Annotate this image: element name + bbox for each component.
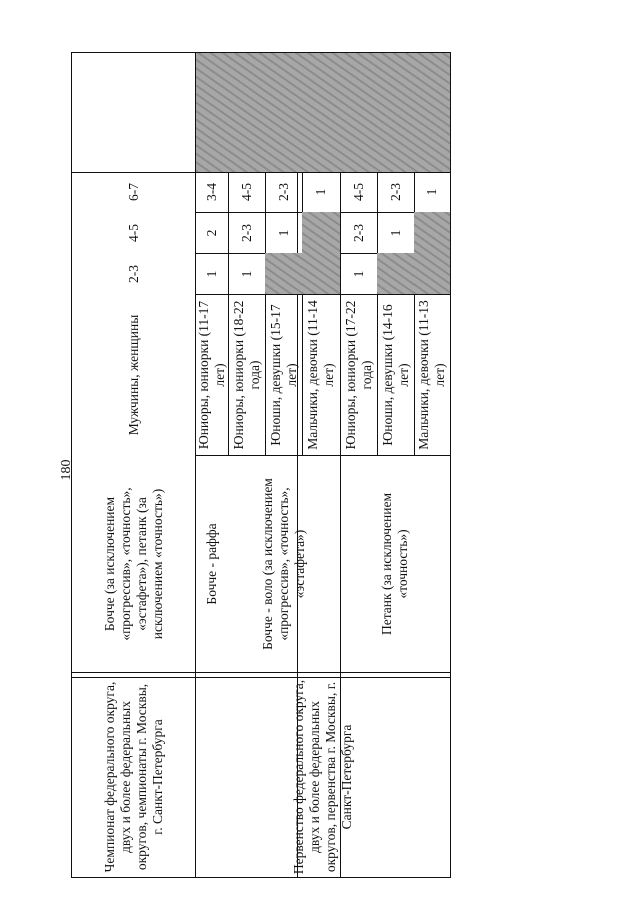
value-cell: 1 xyxy=(350,270,366,277)
competition-cell: Чемпионат федерального округа, двух и более федеральных округов, чемпионаты г. Москвы, г. Санкт-Петербурга xyxy=(101,681,165,873)
shaded-cell xyxy=(414,212,450,294)
discipline-cell: Петанк (за исключением «точность») xyxy=(379,492,410,635)
group-cell: Мальчики, девочки (11-13 лет) xyxy=(416,299,447,450)
group-cell: Юниоры, юниорки (17-22 года) xyxy=(342,300,374,449)
group-cell: Мальчики, девочки (11-14 лет) xyxy=(305,299,336,450)
value-cell: 6-7 xyxy=(125,183,141,201)
shaded-cell xyxy=(265,253,302,294)
row-sep xyxy=(71,672,451,673)
value-cell: 1 xyxy=(204,270,219,277)
value-cell: 1 xyxy=(313,188,328,196)
value-cell: 4-5 xyxy=(125,223,141,242)
value-cell: 2-3 xyxy=(275,183,291,201)
value-cell: 2-3 xyxy=(387,183,403,201)
shaded-cell xyxy=(377,253,414,294)
shaded-empty-area xyxy=(196,53,450,172)
value-cell: 2-3 xyxy=(238,223,254,242)
group-cell: Юниоры, юниорки (18-22 года) xyxy=(230,300,262,449)
value-cell: 1 xyxy=(387,229,403,236)
shaded-cell xyxy=(302,212,340,294)
group-cell: Юноши, девушки (15-17 лет) xyxy=(267,303,299,446)
competition-cell: Первенство федерального округа, двух и более федеральных округов, первенства г. Москвы, г. Санкт-Петербурга xyxy=(291,679,354,875)
value-cell: 3-4 xyxy=(204,183,219,201)
group-cell: Юноши, девушки (14-16 лет) xyxy=(379,303,411,446)
discipline-cell: Бочче - воло (за исключением «прогрессив», «точность», «эстафета») xyxy=(260,477,307,650)
group-cell: Мужчины, женщины xyxy=(125,314,141,435)
discipline-cell: Бочче - раффа xyxy=(204,522,219,605)
value-cell: 1 xyxy=(424,188,439,196)
discipline-cell: Бочче (за исключением «прогрессив», «точность», «эстафета»), петанк (за исключением «точность») xyxy=(101,486,165,641)
page-number: 180 xyxy=(59,459,74,481)
value-cell: 4-5 xyxy=(350,183,366,201)
value-cell: 2 xyxy=(204,229,219,236)
group-cell: Юниоры, юниорки (11-17 лет) xyxy=(196,300,227,449)
value-cell: 1 xyxy=(238,270,254,277)
value-cell: 2-3 xyxy=(350,223,366,242)
value-cell: 1 xyxy=(275,229,291,236)
value-cell: 4-5 xyxy=(238,183,254,201)
value-cell: 2-3 xyxy=(125,264,141,283)
